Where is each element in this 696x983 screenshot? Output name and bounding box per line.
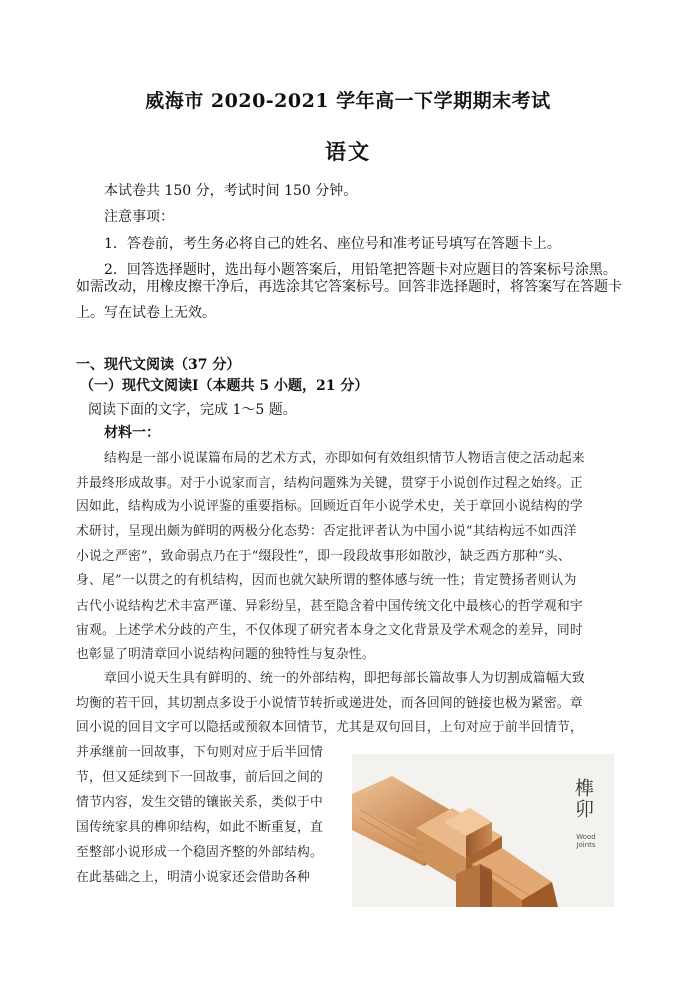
exam-title: 威海市 2020-2021 学年高一下学期期末考试 — [145, 90, 551, 112]
note-1: 1．答卷前，考生务必将自己的姓名、座位号和准考证号填写在答题卡上。 — [104, 236, 561, 252]
section-heading: 一、现代文阅读（37 分） — [76, 357, 241, 373]
passage-line: 在此基础之上，明清小说家还会借助各种 — [76, 870, 310, 885]
passage-line: 因如此，结构成为小说评鉴的重要指标。回顾近百年小说学术史，关于章回小说结构的学 — [76, 499, 583, 514]
passage-line: 古代小说结构艺术丰富严谨、异彩纷呈，甚至隐含着中国传统文化中最核心的哲学观和宇 — [76, 599, 583, 614]
subject-title: 语文 — [325, 139, 371, 164]
passage-line: 至整部小说形成一个稳固齐整的外部结构。 — [76, 845, 323, 860]
passage-line: 节，但又延续到下一回故事，前后回之间的 — [76, 770, 323, 785]
passage-line: 术研讨，呈现出颇为鲜明的两极分化态势：否定批评者认为中国小说“其结构远不如西洋 — [76, 524, 577, 539]
passage-line: 回小说的回目文字可以隐括或预叙本回情节，尤其是双句回目，上句对应于前半回情节， — [76, 720, 583, 735]
exam-intro: 本试卷共 150 分，考试时间 150 分钟。 — [104, 183, 358, 199]
passage-line: 均衡的若干回，其切割点多设于小说情节转折或递进处，而各回间的链接也极为紧密。章 — [76, 696, 583, 711]
note-2-line-3: 上。写在试卷上无效。 — [76, 305, 216, 321]
figure-caption-english — [571, 833, 601, 849]
passage-line: 身、尾”一以贯之的有机结构，因而也就欠缺所谓的整体感与统一性；肯定赞扬者则认为 — [76, 573, 577, 588]
caption-en-line: Wood — [576, 833, 596, 841]
material-label: 材料一： — [104, 425, 160, 441]
notes-heading: 注意事项： — [104, 209, 174, 225]
passage-line: 也彰显了明清章回小说结构问题的独特性与复杂性。 — [76, 647, 375, 662]
passage-line: 小说之严密”，致命弱点乃在于“缀段性”，即一段段故事形如散沙，缺乏西方那种“头、 — [76, 549, 571, 564]
subsection-heading: （一）现代文阅读Ⅰ（本题共 5 小题，21 分） — [80, 378, 369, 394]
passage-line: 并承继前一回故事，下句则对应于后半回情 — [76, 745, 323, 760]
passage-line: 结构是一部小说谋篇布局的艺术方式，亦即如何有效组织情节人物语言使之活动起来 — [104, 451, 585, 466]
passage-line: 并最终形成故事。对于小说家而言，结构问题殊为关键，贯穿于小说创作过程之始终。正 — [76, 476, 583, 491]
caption-en-line: Joints — [576, 841, 596, 849]
passage-line: 国传统家具的榫卯结构，如此不断重复，直 — [76, 820, 323, 835]
wood-joint-illustration — [352, 754, 614, 907]
note-2-line-2: 如需改动，用橡皮擦干净后，再选涂其它答案标号。回答非选择题时，将答案写在答题卡 — [76, 279, 622, 295]
passage-line: 章回小说天生具有鲜明的、统一的外部结构，即把每部长篇故事人为切割成篇幅大致 — [104, 671, 585, 686]
passage-line: 宙观。上述学术分歧的产生，不仅体现了研究者本身之文化背景及学术观念的差异，同时 — [76, 623, 583, 638]
mortise-tenon-photo — [352, 754, 614, 907]
figure-caption-chinese: 榫卯 — [572, 778, 594, 820]
reading-prompt: 阅读下面的文字，完成 1～5 题。 — [88, 402, 297, 418]
note-2-line-1: 2．回答选择题时，选出每小题答案后，用铅笔把答题卡对应题目的答案标号涂黑。 — [104, 262, 617, 278]
passage-line: 情节内容，发生交错的镶嵌关系，类似于中 — [76, 795, 323, 810]
